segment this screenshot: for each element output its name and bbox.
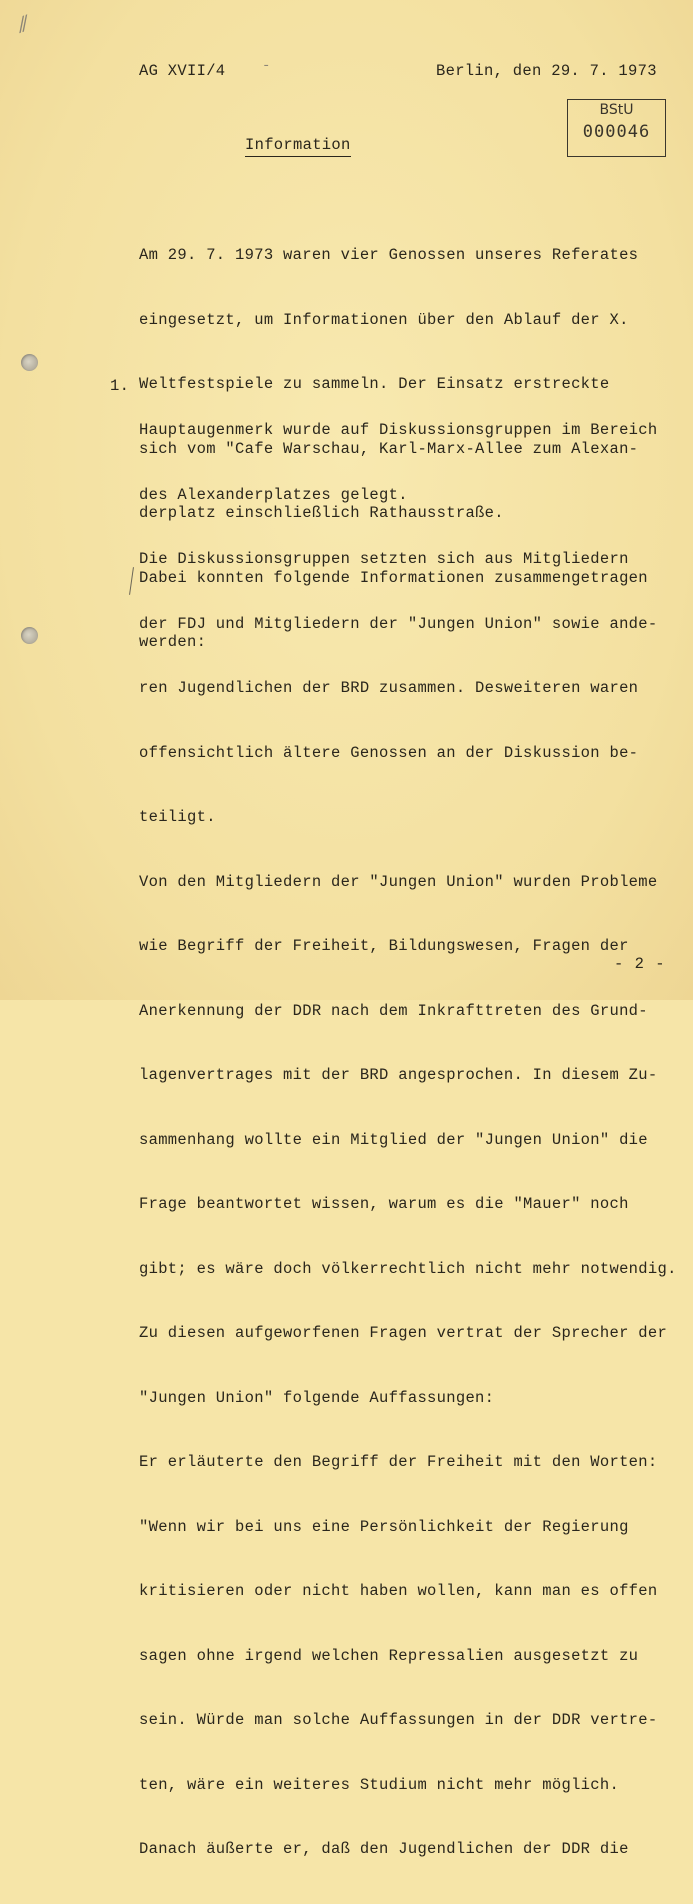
text-line: sich vom "Cafe Warschau, Karl-Marx-Allee zum Alexan- — [139, 439, 639, 458]
reference-code: AG XVII/4 — [139, 62, 226, 80]
place-date: Berlin, den 29. 7. 1973 — [436, 62, 657, 80]
text-line: werden: — [139, 633, 207, 651]
text-line: lagenvertrages mit der BRD angesprochen. In diesem Zu- — [139, 1066, 658, 1084]
text-line: kritisieren oder nicht haben wollen, kann man es offen — [139, 1582, 658, 1600]
stray-mark: - — [262, 58, 271, 74]
handwritten-mark: ⁄⁄ — [16, 11, 31, 37]
text-line: Die Diskussionsgruppen setzten sich aus Mitgliedern — [139, 550, 629, 568]
page-number: - 2 - — [614, 955, 666, 973]
archive-stamp — [567, 99, 666, 157]
text-line: Er erläuterte den Begriff der Freiheit mit den Worten: — [139, 1453, 658, 1471]
text-line: ten, wäre ein weiteres Studium nicht mehr möglich. — [139, 1775, 620, 1794]
text-line: Danach äußerte er, daß den Jugendlichen der DDR die — [139, 1840, 629, 1858]
text-line: Am 29. 7. 1973 waren vier Genossen unseres Referates — [139, 246, 639, 264]
document-heading: Information — [245, 136, 351, 157]
item-number: 1. — [110, 377, 130, 395]
text-line: Hauptaugenmerk wurde auf Diskussionsgruppen im Bereich — [139, 421, 658, 439]
text-line: Dabei konnten folgende Informationen zusammengetragen — [139, 568, 648, 587]
margin-pencil-line — [129, 567, 134, 595]
text-line: Von den Mitgliedern der "Jungen Union" wurden Probleme — [139, 872, 658, 891]
text-line: Zu diesen aufgeworfenen Fragen vertrat der Sprecher der — [139, 1324, 668, 1342]
text-line: sagen ohne irgend welchen Repressalien ausgesetzt zu — [139, 1646, 639, 1665]
text-line: der FDJ und Mitgliedern der "Jungen Union" sowie ande- — [139, 614, 658, 633]
text-line: gibt; es wäre doch völkerrechtlich nicht mehr notwendig. — [139, 1259, 677, 1278]
text-line: "Jungen Union" folgende Auffassungen: — [139, 1388, 495, 1407]
text-line: offensichtlich ältere Genossen an der Diskussion be- — [139, 743, 639, 762]
text-line: derplatz einschließlich Rathausstraße. — [139, 504, 504, 522]
text-line: Frage beantwortet wissen, warum es die "Mauer" noch — [139, 1195, 629, 1213]
stamp-number: 000046 — [582, 122, 651, 142]
text-line: sein. Würde man solche Auffassungen in der DDR vertre- — [139, 1711, 658, 1729]
stamp-title: BStU — [599, 102, 634, 118]
text-line: wie Begriff der Freiheit, Bildungswesen, Fragen der — [139, 937, 629, 955]
text-line: "Wenn wir bei uns eine Persönlichkeit der Regierung — [139, 1517, 629, 1536]
text-line: Anerkennung der DDR nach dem Inkrafttreten des Grund- — [139, 1001, 648, 1020]
text-line: des Alexanderplatzes gelegt. — [139, 485, 408, 504]
text-line: sammenhang wollte ein Mitglied der "Jungen Union" die — [139, 1130, 648, 1149]
punch-hole-top — [21, 354, 38, 371]
text-line: ren Jugendlichen der BRD zusammen. Desweiteren waren — [139, 679, 639, 697]
item-paragraph — [139, 377, 677, 1904]
punch-hole-bottom — [21, 627, 38, 644]
text-line: teiligt. — [139, 808, 216, 826]
text-line: Weltfestspiele zu sammeln. Der Einsatz erstreckte — [139, 375, 610, 393]
text-line: eingesetzt, um Informationen über den Ablauf der X. — [139, 310, 629, 329]
